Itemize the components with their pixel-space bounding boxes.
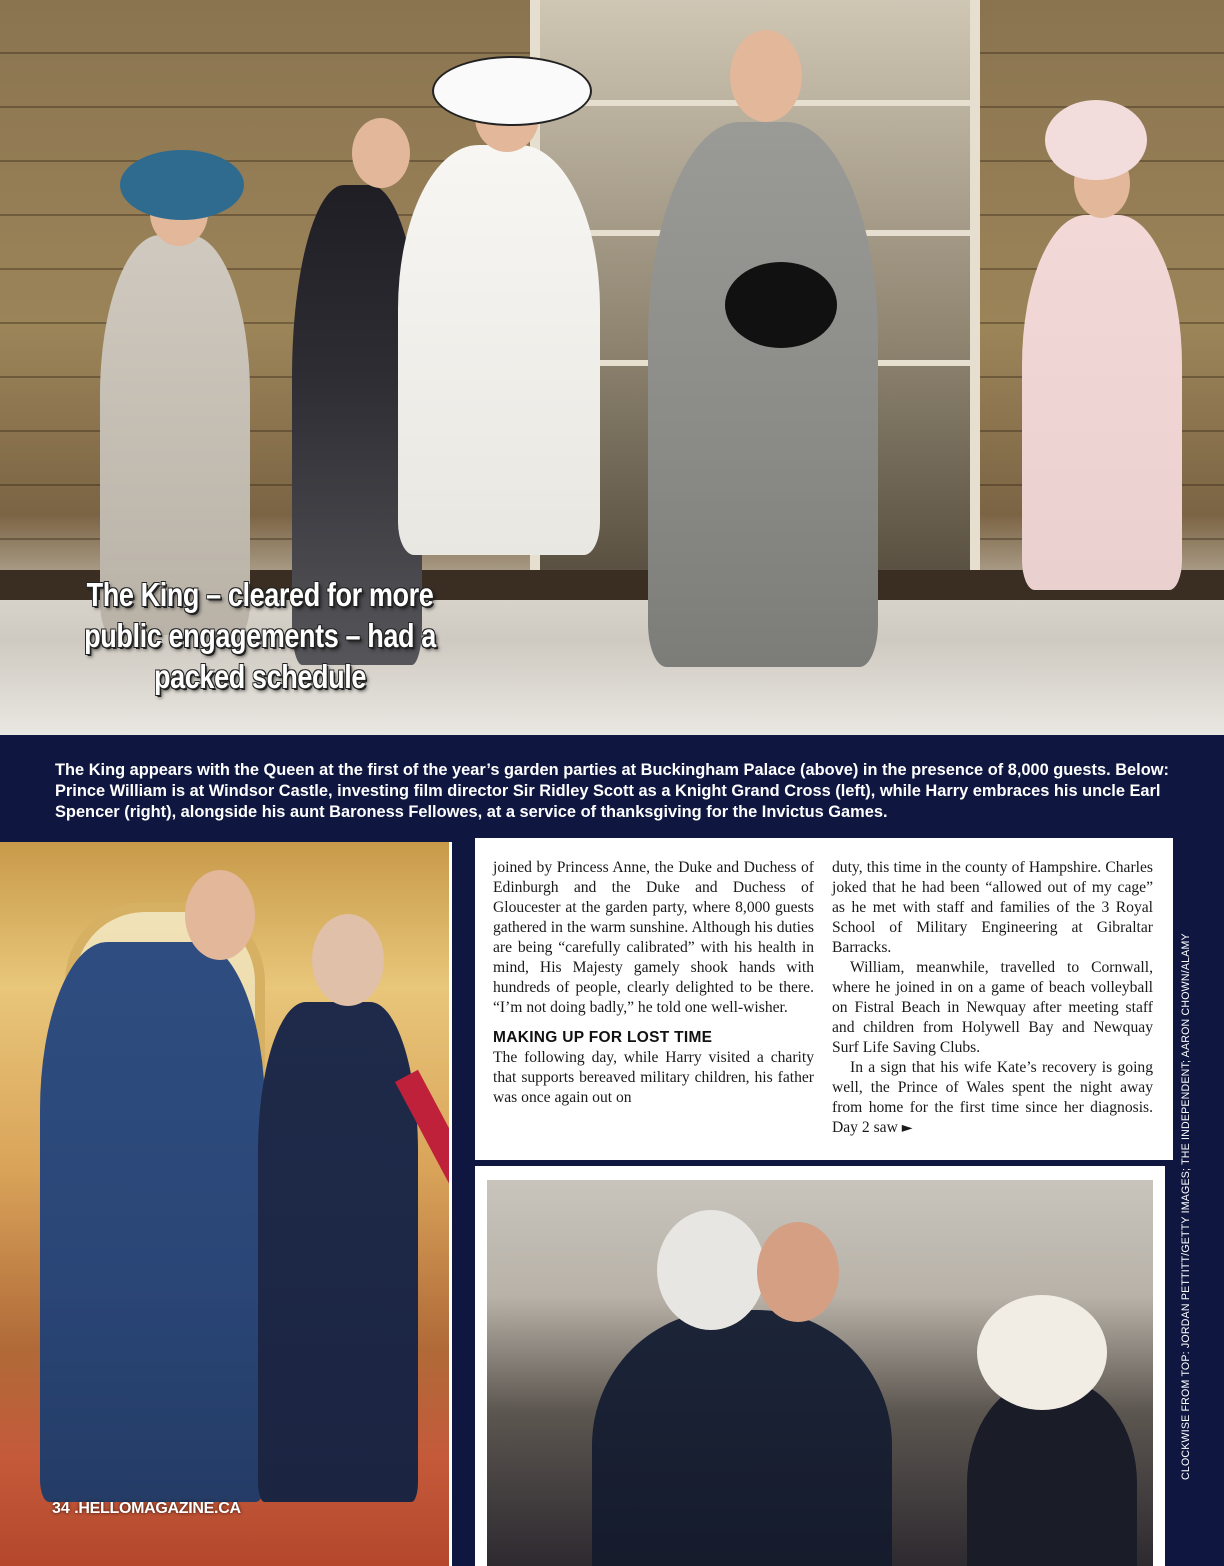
article-paragraph: The following day, while Harry visited a charity that supports bereaved military children, his father was once again out on: [493, 1049, 814, 1106]
figure-king: [648, 122, 878, 667]
continue-arrow-icon: ►: [901, 1120, 913, 1136]
figure-earl-spencer: [592, 1310, 892, 1566]
photo-headline: The King – cleared for more public engagements – had a packed schedule: [84, 576, 436, 695]
article-column-1: [493, 858, 814, 1108]
left-photo: [0, 842, 452, 1566]
photo-credit: CLOCKWISE FROM TOP: JORDAN PETTITT/GETTY IMAGES; THE INDEPENDENT; AARON CHOWN/ALAMY: [1180, 933, 1192, 1480]
article-paragraph: William, meanwhile, travelled to Cornwall, where he joined in on a game of beach volleyball on Fistral Beach in Newquay after meeting staff and children from Holywell Bay and Newquay Surf Life Saving Clubs.: [832, 959, 1153, 1056]
article-column-2: [832, 858, 1153, 1138]
article-paragraph: duty, this time in the county of Hampshire. Charles joked that he had been “allowed out of my cage” as he met with staff and families of the 3 Royal School of Military Engineering at Gibraltar Barracks.: [832, 859, 1153, 956]
top-caption: The King appears with the Queen at the first of the year’s garden parties at Buckingham Palace (above) in the presence of 8,000 guests. Below: Prince William is at Windsor Castle, investing film director Sir Ridley Scott as a Knight Grand Cross (left), while Harry embraces his uncle Earl Spencer (right), alongside his aunt Baroness Fellowes, at a service of thanksgiving for the Invictus Games.: [55, 761, 1169, 821]
figure-ridley-scott: [258, 1002, 418, 1502]
figure-prince-william: [40, 942, 265, 1502]
article-subhead: MAKING UP FOR LOST TIME: [493, 1029, 713, 1046]
article-paragraph: In a sign that his wife Kate’s recovery is going well, the Prince of Wales spent the night away from home for the first time since her diagnosis. Day 2 saw: [832, 1059, 1153, 1136]
page-number: 34: [52, 1500, 70, 1517]
article-body: [475, 838, 1173, 1160]
figure-duchess-edinburgh: [1022, 215, 1182, 590]
figure-queen: [398, 145, 600, 555]
top-photo: [0, 0, 1224, 735]
top-hat: [725, 262, 837, 348]
white-hat: [432, 56, 592, 126]
pink-hat: [1045, 100, 1147, 180]
magazine-website: .HELLOMAGAZINE.CA: [74, 1500, 241, 1517]
bottom-photo: [475, 1166, 1165, 1566]
article-paragraph: joined by Princess Anne, the Duke and Duchess of Edinburgh and the Duke and Duchess of Gloucester at the garden party, where 8,000 guests gathered in the warm sunshine. Although his duties are being “carefully calibrated” with his health in mind, His Majesty gamely shook hands with hundreds of people, clearly delighted to be there. “I’m not doing badly,” he told one well-wisher.: [493, 859, 814, 1016]
blue-hat: [120, 150, 244, 220]
page-folio: [52, 1500, 241, 1518]
